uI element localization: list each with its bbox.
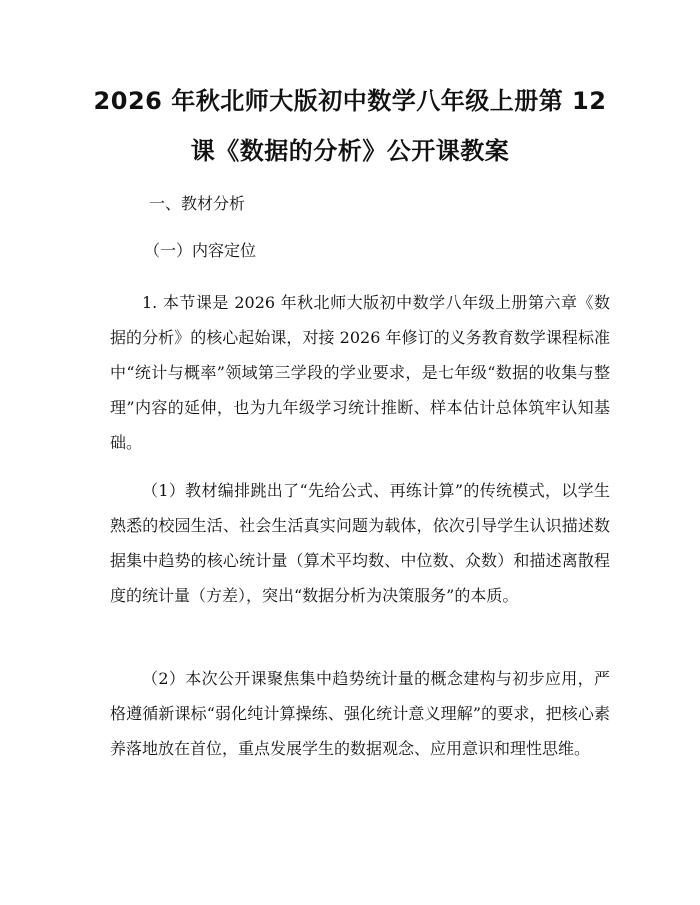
document-title-line-1: 2026 年秋北师大版初中数学八年级上册第 12: [93, 87, 607, 115]
subsection-heading: （一）内容定位: [144, 241, 257, 260]
paragraph-1: 1. 本节课是 2026 年秋北师大版初中数学八年级上册第六章《数据的分析》的核心起始课，对接 2026 年修订的义务教育数学课程标准中“统计与概率”领域第三学段的学业要求，是七年级“数据的收集与整理”内容的延伸，也为九年级学习统计推断、样本估计总体筑牢认知基础。: [110, 293, 610, 452]
document-title-line-2: 课《数据的分析》公开课教案: [190, 137, 510, 165]
paragraph-2: （1）教材编排跳出了“先给公式、再练计算”的传统模式，以学生熟悉的校园生活、社会生活真实问题为载体，依次引导学生认识描述数据集中趋势的核心统计量（算术平均数、中位数、众数）和描述离散程度的统计量（方差），突出“数据分析为决策服务”的本质。: [110, 481, 610, 605]
section-heading: 一、教材分析: [149, 194, 246, 213]
paragraph-3: （2）本次公开课聚焦集中趋势统计量的概念建构与初步应用，严格遵循新课标“弱化纯计算操练、强化统计意义理解”的要求，把核心素养落地放在首位，重点发展学生的数据观念、应用意识和理性思维。: [110, 669, 610, 758]
